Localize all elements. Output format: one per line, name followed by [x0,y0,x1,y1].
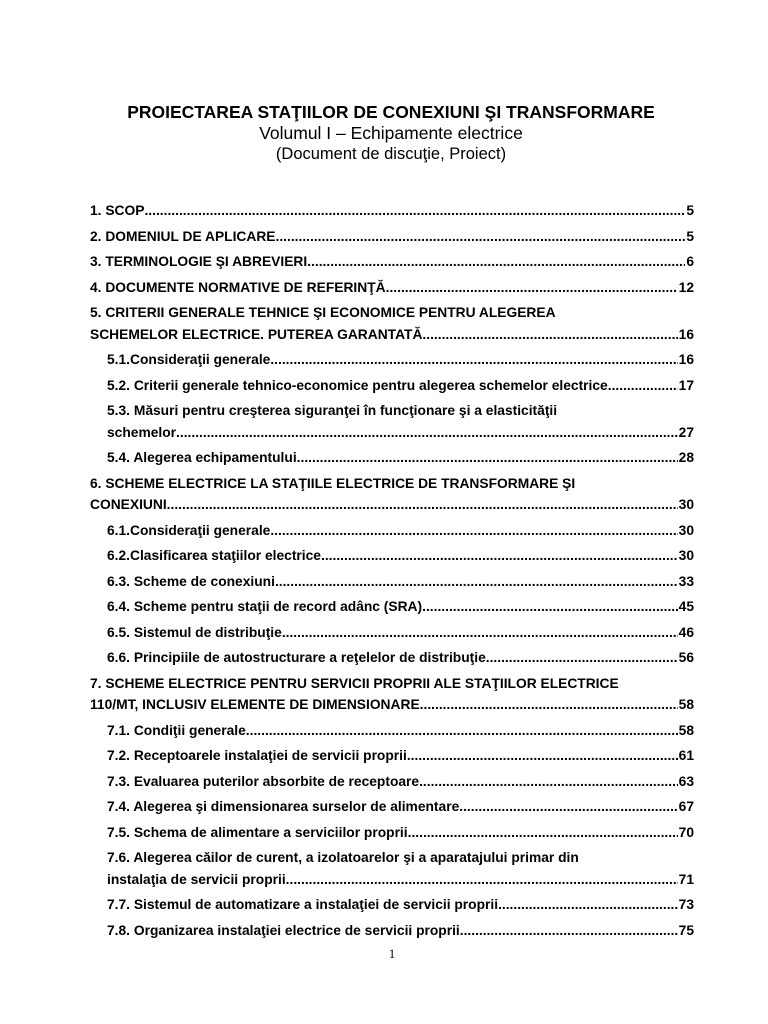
toc-entry[interactable] [90,302,694,345]
toc-entry[interactable] [90,796,694,818]
toc-entry-page: 58 [678,722,694,738]
toc-entry-text: schemelor [107,424,177,440]
toc-entry-page: 16 [678,326,694,342]
toc-entry-lead: 6. SCHEME ELECTRICE LA STAŢIILE ELECTRICE DE TRANSFORMARE ŞI [90,475,576,491]
toc-entry-page: 73 [678,897,694,912]
toc-entry-text: 3. TERMINOLOGIE ŞI ABREVIERI [90,254,308,269]
toc-entry-text: 5.2. Criterii generale tehnico-economice pentru alegerea schemelor electrice [107,377,608,393]
toc-entry-page: 30 [678,548,694,563]
toc-entry-page: 46 [678,624,694,640]
toc-entry-text: CONEXIUNI [90,497,167,512]
toc-entry[interactable] [90,251,694,273]
toc-entry[interactable] [90,400,694,443]
toc-entry[interactable] [90,647,694,669]
toc-entry-text: 1. SCOP [90,203,145,218]
toc-entry[interactable] [90,349,694,371]
toc-entry-text: 2. DOMENIUL DE APLICARE [90,228,276,244]
toc-entry[interactable] [90,545,694,567]
table-of-contents [90,200,694,941]
toc-entry-page: 28 [678,450,694,465]
toc-entry-page: 27 [678,424,694,440]
toc-entry-page: 30 [678,497,694,512]
toc-entry-lead: 7. SCHEME ELECTRICE PENTRU SERVICII PROPRII ALE STAŢIILOR ELECTRICE [90,675,619,691]
toc-entry-page: 70 [678,824,694,840]
document-note: (Document de discuţie, Proiect) [275,145,507,163]
toc-entry-page: 16 [678,352,694,367]
toc-entry[interactable] [90,771,694,793]
volume-subtitle: Volumul I – Echipamente electrice [259,123,523,143]
toc-entry-text: SCHEMELOR ELECTRICE. PUTEREA GARANTATĂ [90,326,423,342]
toc-entry-page: 5 [686,203,694,218]
toc-entry[interactable] [90,622,694,644]
toc-entry[interactable] [90,673,694,716]
toc-entry-text: 110/MT, INCLUSIV ELEMENTE DE DIMENSIONARE [90,697,420,712]
toc-entry-text: 7.7. Sistemul de automatizare a instalaţiei de servicii proprii [107,897,499,912]
toc-entry[interactable] [90,520,694,542]
toc-entry[interactable] [90,847,694,890]
toc-entry-lead: 5.3. Măsuri pentru creşterea siguranţei în funcţionare şi a elasticităţii [107,403,558,418]
toc-entry[interactable] [90,473,694,516]
toc-entry-text: instalaţia de servicii proprii [107,871,286,887]
page-number: 1 [388,946,396,961]
toc-entry[interactable] [90,200,694,222]
toc-entry-text: 6.4. Scheme pentru staţii de record adânc (SRA) [107,599,423,614]
toc-entry-text: 7.8. Organizarea instalaţiei electrice de servicii proprii [107,922,460,938]
toc-entry-text: 5.1.Consideraţii generale [107,352,271,367]
toc-entry-text: 6.2.Clasificarea staţiilor electrice [107,548,321,563]
toc-entry[interactable] [90,571,694,593]
toc-entry-page: 5 [686,228,694,244]
toc-entry-page: 63 [678,773,694,789]
document-title: PROIECTAREA STAŢIILOR DE CONEXIUNI ŞI TRANSFORMARE [127,102,655,122]
toc-entry-page: 67 [678,799,694,814]
toc-entry[interactable] [90,822,694,844]
toc-entry[interactable] [90,596,694,618]
toc-entry-page: 30 [678,522,694,538]
toc-entry-page: 45 [678,599,694,614]
toc-entry-text: 4. DOCUMENTE NORMATIVE DE REFERINŢĂ [90,279,386,295]
toc-entry-lead: 5. CRITERII GENERALE TEHNICE ŞI ECONOMICE PENTRU ALEGEREA [90,305,556,320]
toc-entry-text: 6.6. Principiile de autostructurare a reţelelor de distribuţie [107,650,486,665]
toc-entry-lead: 7.6. Alegerea căilor de curent, a izolatoarelor şi a aparatajului primar din [107,850,579,865]
toc-entry[interactable] [90,894,694,916]
toc-entry[interactable] [90,720,694,742]
toc-entry[interactable] [90,277,694,299]
toc-entry-text: 7.5. Schema de alimentare a serviciilor proprii [107,824,408,840]
toc-entry-text: 7.2. Receptoarele instalaţiei de servicii proprii [107,748,407,763]
toc-entry[interactable] [90,920,694,942]
toc-entry-page: 12 [678,279,694,295]
toc-entry-page: 58 [678,697,694,712]
toc-entry[interactable] [90,375,694,397]
toc-entry-page: 71 [678,871,694,887]
toc-entry-text: 7.1. Condiţii generale [107,722,246,738]
toc-entry[interactable] [90,745,694,767]
toc-entry-page: 75 [678,922,694,938]
toc-entry-text: 5.4. Alegerea echipamentului [107,450,297,465]
toc-entry-text: 6.5. Sistemul de distribuţie [107,624,282,640]
toc-entry-text: 7.3. Evaluarea puterilor absorbite de receptoare [107,773,420,789]
toc-entry-text: 7.4. Alegerea şi dimensionarea surselor de alimentare [107,799,460,814]
toc-entry-text: 6.1.Consideraţii generale [107,522,271,538]
toc-entry-page: 6 [686,254,694,269]
toc-entry[interactable] [90,226,694,248]
title-block [0,101,768,165]
toc-entry-page: 61 [678,748,694,763]
toc-entry-text: 6.3. Scheme de conexiuni [107,573,275,589]
toc-entry[interactable] [90,447,694,469]
toc-entry-page: 17 [678,377,694,393]
toc-entry-page: 56 [678,650,694,665]
toc-entry-page: 33 [678,573,694,589]
